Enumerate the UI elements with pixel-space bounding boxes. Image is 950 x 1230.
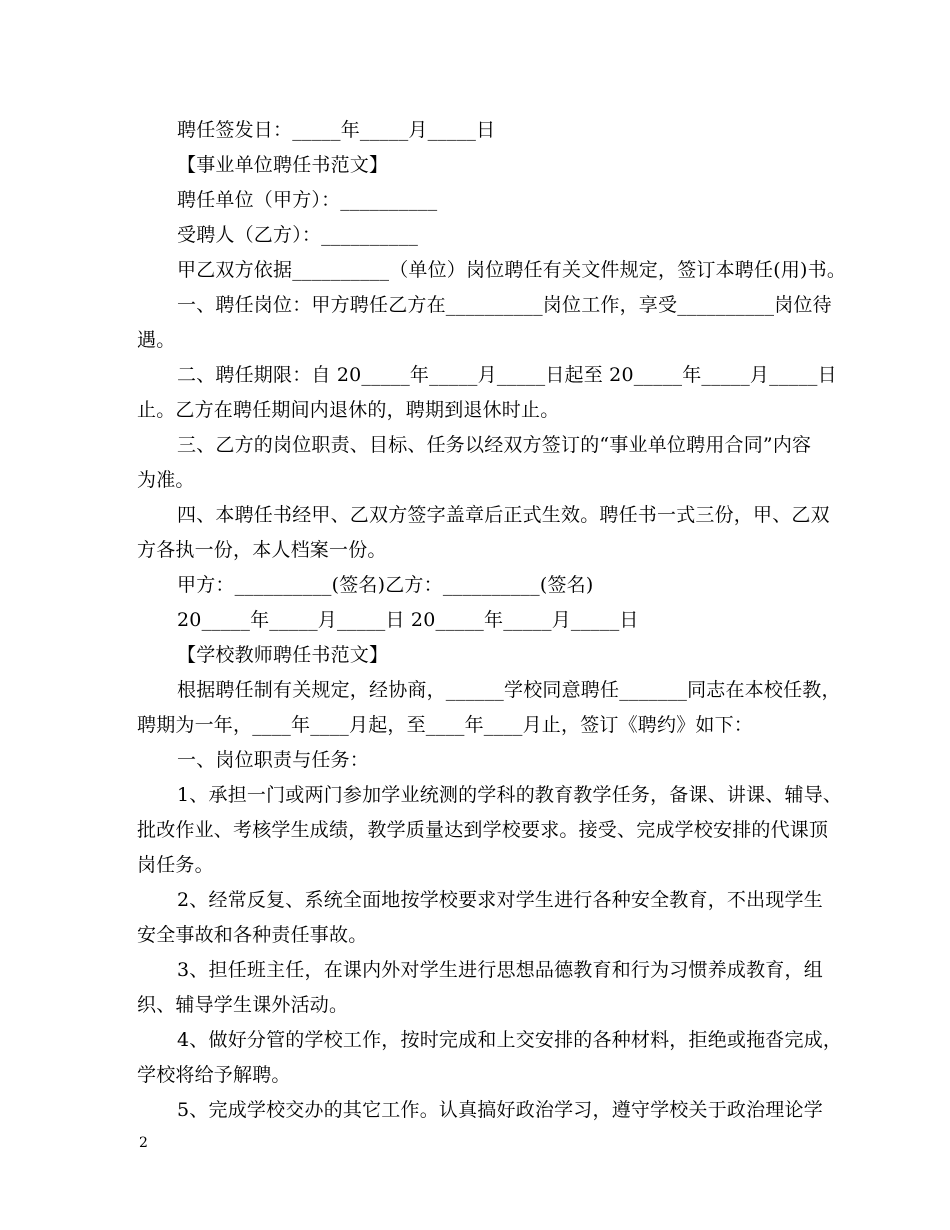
text-line: 安全事故和各种责任事故。 [137, 924, 368, 946]
text-line: 甲乙双方依据__________（单位）岗位聘任有关文件规定，签订本聘任(用)书。 [177, 259, 847, 281]
text-line: 一、岗位职责与任务： [177, 749, 370, 771]
text-line: 方各执一份，本人档案一份。 [137, 539, 387, 561]
text-line: 2、经常反复、系统全面地按学校要求对学生进行各种安全教育，不出现学生 [177, 889, 823, 911]
text-line: 为准。 [137, 469, 195, 491]
section-heading: 【事业单位聘任书范文】 [177, 154, 389, 176]
text-line: 4、做好分管的学校工作，按时完成和上交安排的各种材料，拒绝或拖沓完成， [177, 1029, 843, 1051]
text-line: 学校将给予解聘。 [137, 1064, 291, 1086]
text-line: 聘期为一年，____年____月起，至____年____月止，签订《聘约》如下： [137, 714, 754, 736]
text-line: 三、乙方的岗位职责、目标、任务以经双方签订的“事业单位聘用合同”内容 [177, 434, 812, 456]
text-line: 5、完成学校交办的其它工作。认真搞好政治学习，遵守学校关于政治理论学 [177, 1099, 823, 1121]
text-line: 遇。 [137, 329, 176, 351]
text-line: 批改作业、考核学生成绩，教学质量达到学校要求。接受、完成学校安排的代课顶 [137, 819, 829, 841]
text-line: 一、聘任岗位：甲方聘任乙方在__________岗位工作，享受__________岗位待 [177, 294, 832, 316]
text-line: 受聘人（乙方）：__________ [177, 224, 419, 246]
text-line: 二、聘任期限：自 20_____年_____月_____日起至 20_____年_____月_____日 [177, 364, 837, 386]
text-line: 3、担任班主任，在课内外对学生进行思想品德教育和行为习惯养成教育，组 [177, 959, 823, 981]
page-number: 2 [139, 1135, 148, 1151]
text-line: 根据聘任制有关规定，经协商，______学校同意聘任_______同志在本校任教， [177, 679, 841, 701]
text-line: 止。乙方在聘任期间内退休的，聘期到退休时止。 [137, 399, 560, 421]
date-line: 20_____年_____月_____日 20_____年_____月_____日 [177, 609, 639, 631]
text-line: 织、辅导学生课外活动。 [137, 994, 349, 1016]
text-line: 1、承担一门或两门参加学业统测的学科的教育教学任务，备课、讲课、辅导、 [177, 784, 843, 806]
text-line: 聘任签发日：_____年_____月_____日 [177, 119, 496, 141]
text-line: 聘任单位（甲方）：__________ [177, 189, 438, 211]
text-line: 四、本聘任书经甲、乙双方签字盖章后正式生效。聘任书一式三份，甲、乙双 [177, 504, 830, 526]
text-line: 岗任务。 [137, 854, 214, 876]
section-heading: 【学校教师聘任书范文】 [177, 644, 389, 666]
signature-line: 甲方：__________(签名)乙方：__________(签名) [177, 574, 594, 596]
document-body [137, 113, 847, 1128]
